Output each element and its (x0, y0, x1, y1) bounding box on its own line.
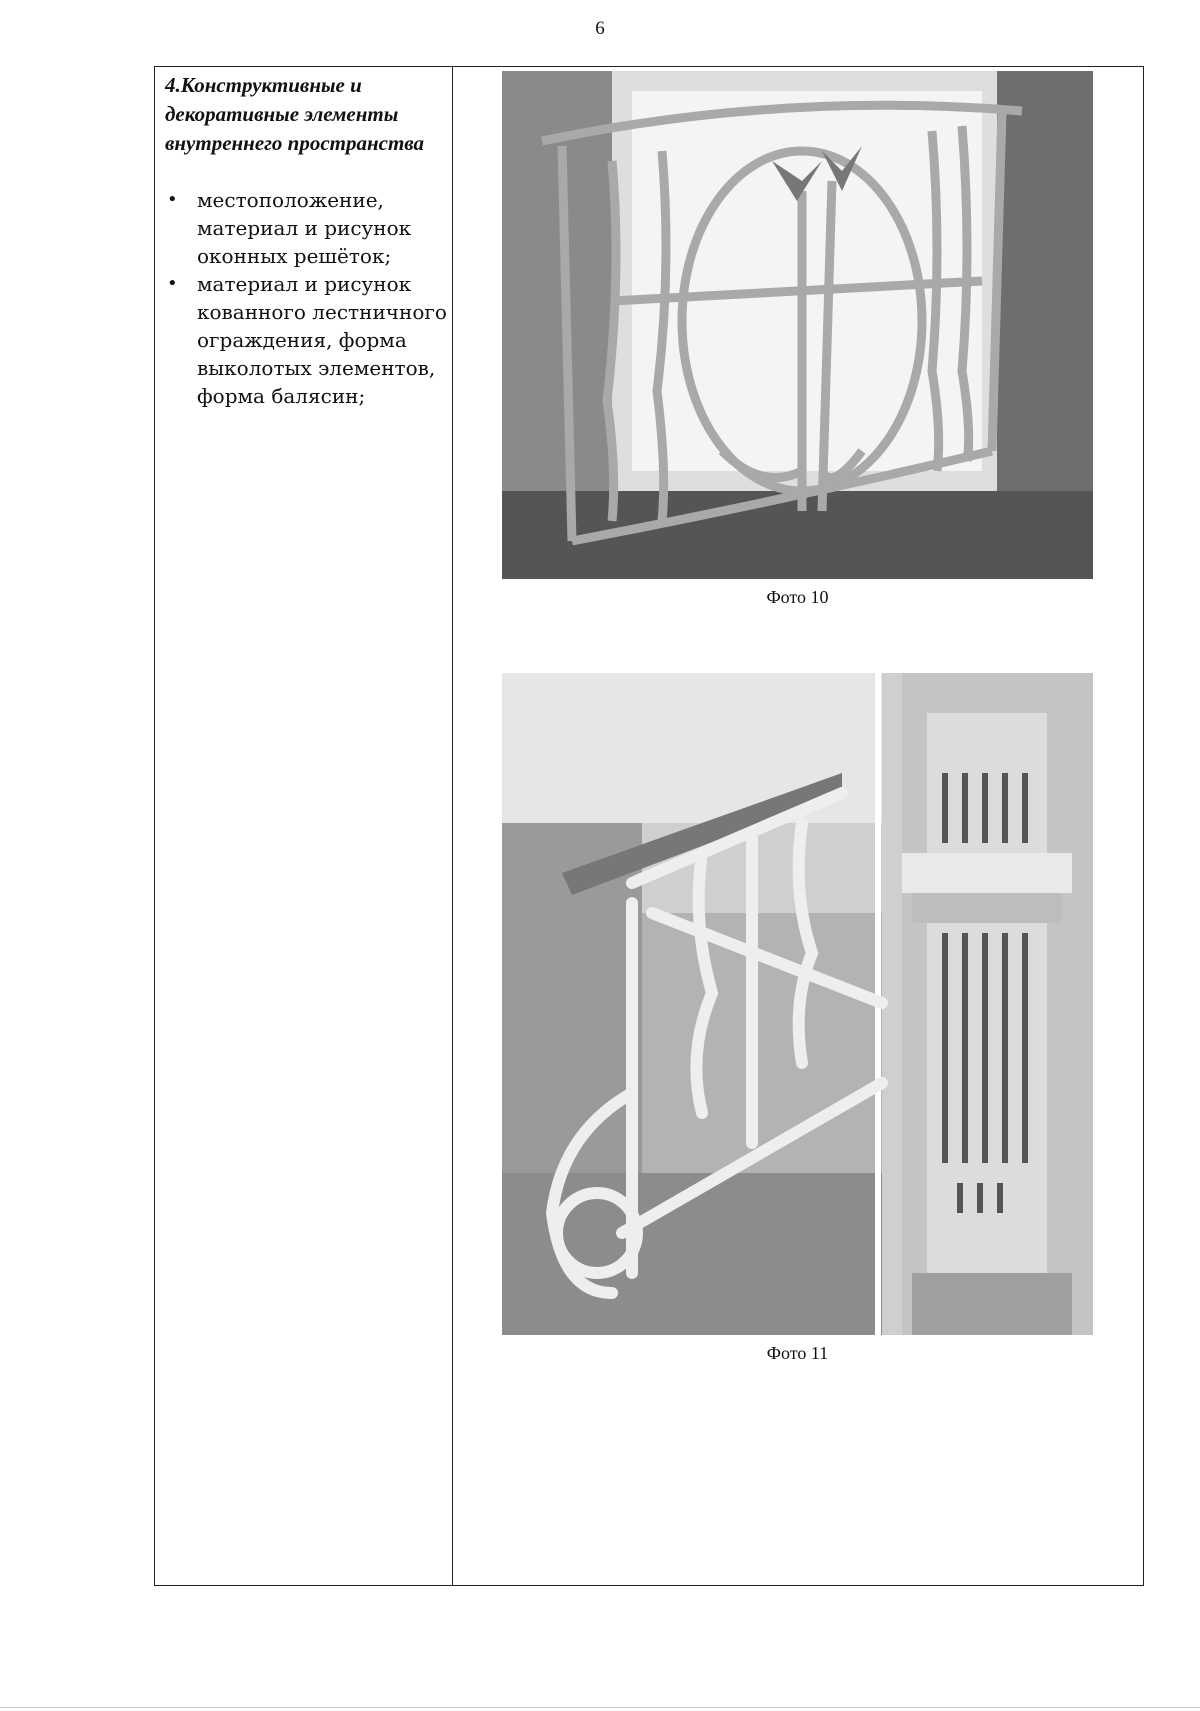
bottom-rule (0, 1707, 1200, 1708)
bullet-icon: • (167, 273, 178, 294)
staircase-railing-photo-icon (502, 673, 1093, 1335)
list-item-text: местоположение, материал и рисунок оконных решёток; (197, 188, 412, 268)
photo-11 (502, 673, 1093, 1335)
photo-10 (502, 71, 1093, 579)
column-divider (452, 67, 453, 1585)
list-item (165, 270, 447, 410)
description-column (165, 71, 447, 410)
list-item-text: материал и рисунок кованного лестничного ограждения, форма выколотых элементов, форма балясин; (197, 272, 447, 408)
window-grille-photo-icon (502, 71, 1093, 579)
content-table (154, 66, 1144, 1586)
photo-10-caption: Фото 10 (766, 587, 829, 607)
section-heading: 4.Конструктивные и декоративные элементы внутреннего пространства (165, 73, 425, 155)
page-number: 6 (595, 18, 605, 39)
requirements-list (165, 186, 447, 410)
bullet-icon: • (167, 189, 178, 210)
list-item (165, 186, 447, 270)
photo-11-caption: Фото 11 (766, 1343, 829, 1363)
